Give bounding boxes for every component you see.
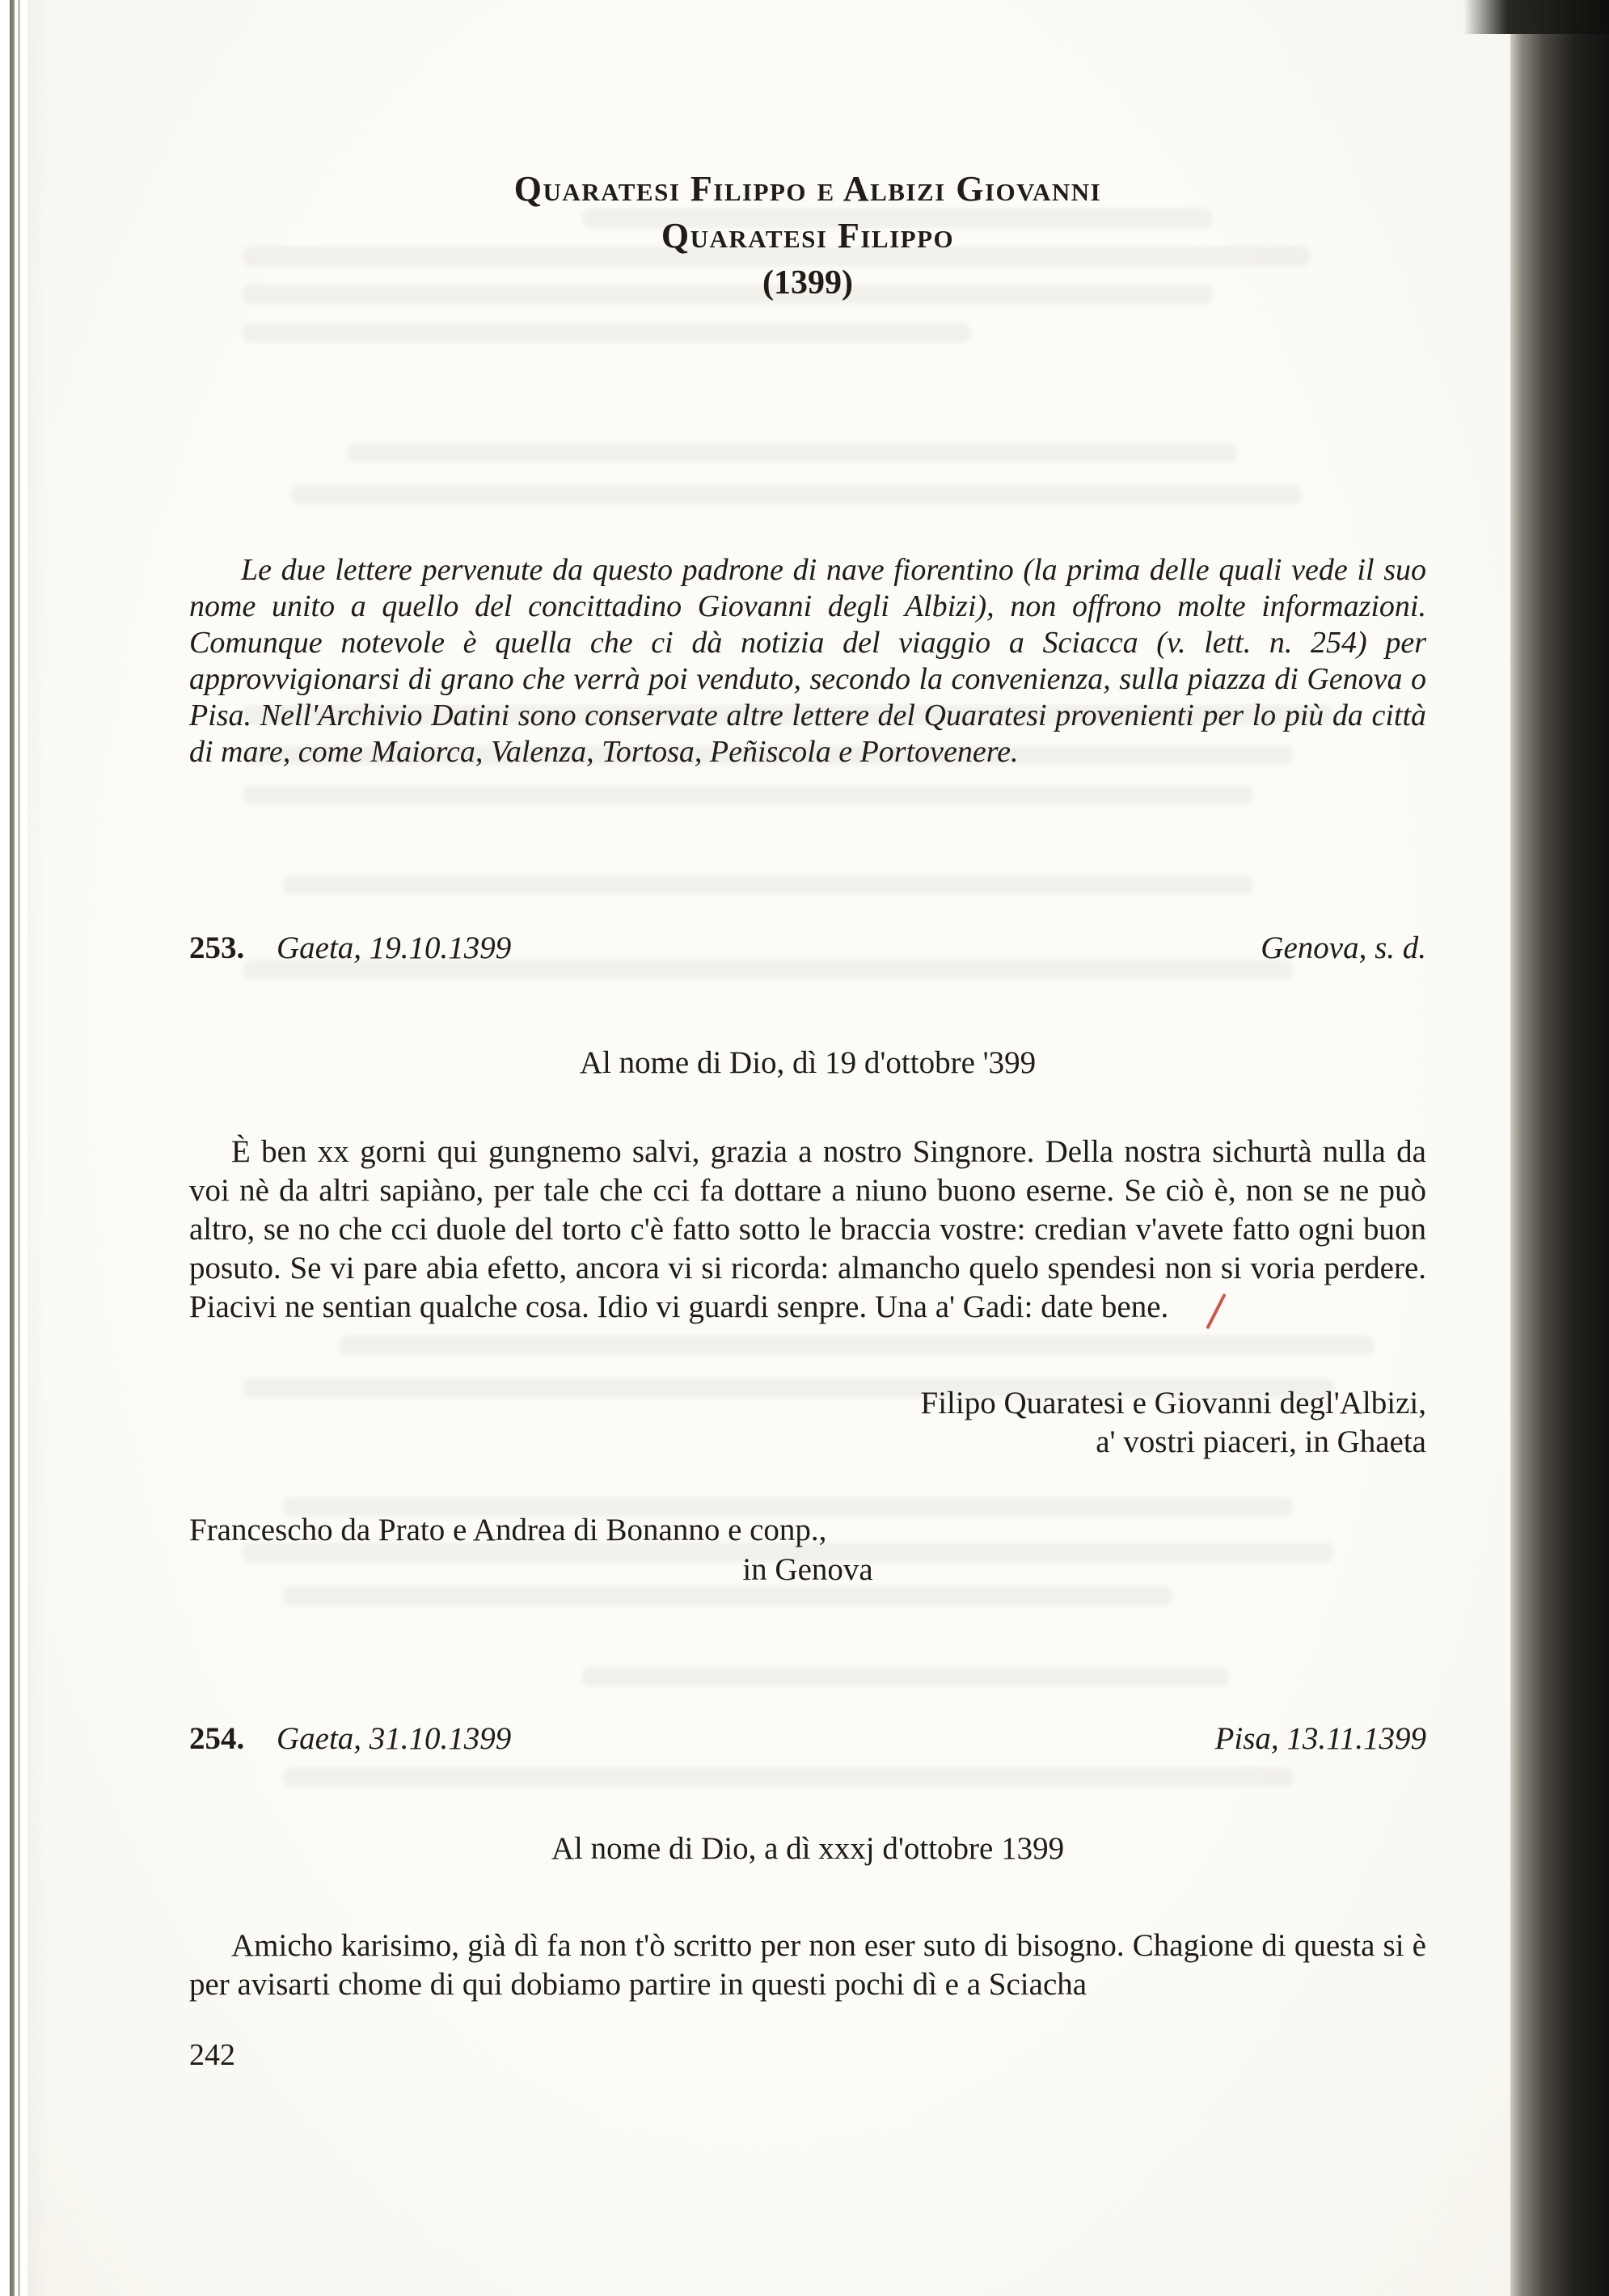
letter-253-salutation: Al nome di Dio, dì 19 d'ottobre '399: [579, 1045, 1037, 1080]
binding-shadow: [0, 0, 27, 2296]
letter-253-place-date: Gaeta, 19.10.1399: [277, 931, 512, 965]
bleedthrough-smudge: [291, 485, 1302, 504]
bleedthrough-smudge: [283, 1767, 1294, 1787]
bleedthrough-smudge: [348, 443, 1237, 462]
letter-254-salutation: Al nome di Dio, a dì xxxj d'ottobre 1399: [551, 1831, 1065, 1866]
page-edge-corner-shadow: [1463, 0, 1609, 34]
binding-line: [18, 0, 20, 2296]
editorial-intro: Le due lettere pervenute da questo padrone di nave fiorentino (la prima delle quali vede il suo nome unito a quello del concittadino Giovanni degli Albizi), non offrono molte informazioni. Comunque notevole è quella che ci dà notizia del viaggio a Sciacca (v. lett. n. 254) per approvvigionarsi di grano che verrà poi venduto, secondo la convenienza, sulla piazza di Genova o Pisa. Nell'Archivio Datini sono conservate altre lettere del Quaratesi provenienti per lo più da città di mare, come Maiorca, Valenza, Tortosa, Peñiscola e Portovenere.: [189, 553, 1426, 769]
chapter-title-line2: Quaratesi Filippo: [661, 216, 955, 255]
chapter-title-line1: Quaratesi Filippo e Albizi Giovanni: [513, 169, 1102, 209]
bleedthrough-smudge: [340, 1336, 1375, 1355]
bleedthrough-smudge: [283, 875, 1253, 894]
letter-254-body: Amicho karisimo, già dì fa non t'ò scritto per non eser suto di bisogno. Chagione di questa si è per avisarti chome di qui dobiamo partire in questi pochi dì e a Sciacha: [189, 1928, 1426, 2002]
page-number: 242: [189, 2038, 235, 2072]
letter-253-address-line2: in Genova: [742, 1552, 873, 1587]
letter-253-received-note: Genova, s. d.: [1261, 931, 1426, 965]
letter-254-place-date: Gaeta, 31.10.1399: [277, 1721, 512, 1756]
letter-254-heading: [189, 1720, 1426, 1757]
bleedthrough-smudge: [243, 786, 1253, 805]
letter-253-address-line1: Francescho da Prato e Andrea di Bonanno e conp.,: [189, 1513, 827, 1547]
letter-253-address: [189, 1510, 1426, 1589]
letter-254-received-note: Pisa, 13.11.1399: [1214, 1721, 1426, 1756]
letter-253-signature: [189, 1384, 1426, 1462]
letter-253-number: 253.: [189, 931, 245, 965]
letter-253-origin: [189, 930, 511, 966]
letter-253-signature-line1: Filipo Quaratesi e Giovanni degl'Albizi,: [920, 1386, 1426, 1420]
chapter-heading: [189, 166, 1426, 306]
bleedthrough-smudge: [243, 323, 970, 343]
bleedthrough-smudge: [582, 1667, 1229, 1686]
letter-254-number: 254.: [189, 1721, 245, 1756]
letter-254-origin: [189, 1720, 511, 1757]
letter-253-body: È ben xx gorni qui gungnemo salvi, grazia a nostro Singnore. Della nostra sichurtà nulla da voi nè da altri sapiàno, per tale che cci fa dottare a niuno buono eserne. Se ciò è, non se ne può altro, se no che cci duole del torto c'è fatto sotto le braccia vostre: credian v'avete fatto ogni buon posuto. Se vi pare abia efetto, ancora vi si ricorda: almancho quelo spendesi non si voria perdere. Piacivi ne sentian qualche cosa. Idio vi guardi senpre. Una a' Gadi: date bene.: [189, 1134, 1426, 1324]
page-edge-shadow: [1510, 0, 1609, 2296]
chapter-year: (1399): [762, 264, 853, 302]
letter-253-heading: [189, 930, 1426, 966]
binding-line: [10, 0, 15, 2296]
letter-253-signature-line2: a' vostri piaceri, in Ghaeta: [1096, 1424, 1426, 1459]
